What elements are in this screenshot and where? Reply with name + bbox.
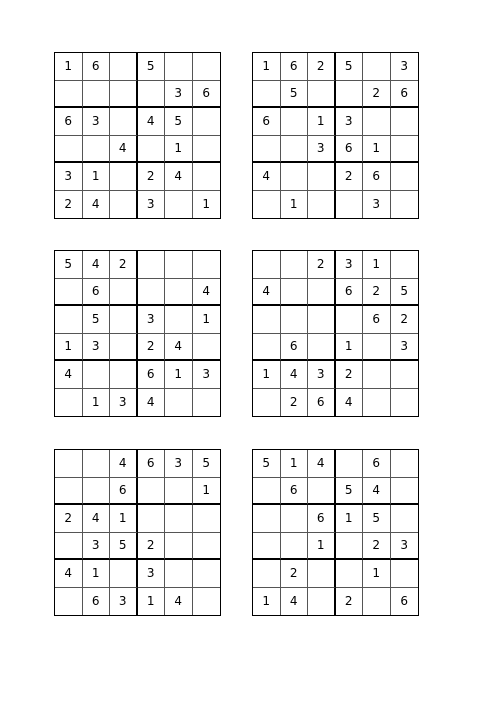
- sudoku-cell[interactable]: 3: [193, 361, 221, 389]
- sudoku-cell[interactable]: 4: [138, 389, 166, 417]
- sudoku-cell[interactable]: 1: [281, 450, 309, 478]
- sudoku-cell[interactable]: 2: [336, 588, 364, 616]
- sudoku-cell[interactable]: 2: [363, 279, 391, 307]
- puzzle-5: [54, 449, 221, 616]
- sudoku-cell[interactable]: [193, 53, 221, 81]
- sudoku-cell[interactable]: 5: [391, 279, 419, 307]
- sudoku-cell[interactable]: 4: [253, 163, 281, 191]
- sudoku-cell[interactable]: [138, 251, 166, 279]
- sudoku-cell[interactable]: [55, 279, 83, 307]
- sudoku-cell[interactable]: 3: [83, 108, 111, 136]
- puzzle-2: [252, 52, 419, 219]
- sudoku-cell[interactable]: [336, 81, 364, 109]
- sudoku-cell[interactable]: [165, 505, 193, 533]
- sudoku-cell[interactable]: 5: [336, 53, 364, 81]
- sudoku-cell[interactable]: [193, 136, 221, 164]
- sudoku-cell[interactable]: 2: [308, 251, 336, 279]
- sudoku-cell[interactable]: [308, 560, 336, 588]
- sudoku-cell[interactable]: 1: [363, 136, 391, 164]
- sudoku-cell[interactable]: [363, 361, 391, 389]
- sudoku-cell[interactable]: [363, 53, 391, 81]
- sudoku-cell[interactable]: [55, 450, 83, 478]
- sudoku-cell[interactable]: 1: [55, 334, 83, 362]
- sudoku-cell[interactable]: [193, 560, 221, 588]
- sudoku-cell[interactable]: [391, 108, 419, 136]
- sudoku-cell[interactable]: 1: [336, 334, 364, 362]
- sudoku-cell[interactable]: 3: [391, 533, 419, 561]
- sudoku-cell[interactable]: 2: [55, 505, 83, 533]
- sudoku-cell[interactable]: 2: [281, 389, 309, 417]
- sudoku-cell[interactable]: 6: [363, 163, 391, 191]
- sudoku-cell[interactable]: [55, 533, 83, 561]
- sudoku-cell[interactable]: 5: [83, 306, 111, 334]
- sudoku-cell[interactable]: 4: [165, 588, 193, 616]
- sudoku-cell[interactable]: 1: [193, 306, 221, 334]
- sudoku-cell[interactable]: 6: [363, 306, 391, 334]
- sudoku-cell[interactable]: [55, 478, 83, 506]
- sudoku-cell[interactable]: [110, 361, 138, 389]
- sudoku-cell[interactable]: [391, 505, 419, 533]
- sudoku-cell[interactable]: [193, 108, 221, 136]
- sudoku-cell[interactable]: 1: [193, 478, 221, 506]
- sudoku-cell[interactable]: 1: [165, 361, 193, 389]
- sudoku-cell[interactable]: [281, 108, 309, 136]
- sudoku-cell[interactable]: 6: [83, 279, 111, 307]
- sudoku-cell[interactable]: [110, 306, 138, 334]
- sudoku-cell[interactable]: 2: [110, 251, 138, 279]
- sudoku-cell[interactable]: 2: [281, 560, 309, 588]
- sudoku-cell[interactable]: 1: [202, 197, 211, 212]
- sudoku-cell[interactable]: 1: [308, 533, 336, 561]
- sudoku-cell[interactable]: [336, 560, 364, 588]
- sudoku-cell[interactable]: 3: [308, 361, 336, 389]
- sudoku-cell[interactable]: [110, 163, 138, 191]
- sudoku-cell[interactable]: 6: [138, 450, 166, 478]
- sudoku-cell[interactable]: [363, 588, 391, 616]
- sudoku-cell[interactable]: [253, 560, 281, 588]
- sudoku-cell[interactable]: 3: [138, 306, 166, 334]
- sudoku-cell[interactable]: 4: [83, 251, 111, 279]
- sudoku-cell[interactable]: 3: [363, 191, 391, 219]
- sudoku-cell[interactable]: 6: [281, 334, 309, 362]
- sudoku-cell[interactable]: [391, 450, 419, 478]
- sudoku-cell[interactable]: [253, 306, 281, 334]
- sudoku-cell[interactable]: [308, 334, 336, 362]
- sudoku-cell[interactable]: [138, 279, 166, 307]
- sudoku-cell[interactable]: 5: [138, 53, 166, 81]
- sudoku-cell[interactable]: 6: [391, 81, 419, 109]
- sudoku-cell[interactable]: 2: [363, 533, 391, 561]
- sudoku-cell[interactable]: 6: [138, 361, 166, 389]
- sudoku-cell[interactable]: [308, 588, 336, 616]
- sudoku-cell[interactable]: [281, 306, 309, 334]
- sudoku-cell[interactable]: 3: [83, 533, 111, 561]
- sudoku-cell[interactable]: 6: [363, 450, 391, 478]
- sudoku-cell[interactable]: [83, 81, 111, 109]
- sudoku-cell[interactable]: [55, 136, 83, 164]
- sudoku-cell[interactable]: [110, 560, 138, 588]
- sudoku-cell[interactable]: [165, 53, 193, 81]
- sudoku-cell[interactable]: [165, 279, 193, 307]
- sudoku-cell[interactable]: [193, 533, 221, 561]
- sudoku-cell[interactable]: [110, 53, 138, 81]
- sudoku-cell[interactable]: [253, 533, 281, 561]
- sudoku-cell[interactable]: 3: [165, 450, 193, 478]
- sudoku-cell[interactable]: 4: [165, 163, 193, 191]
- sudoku-cell[interactable]: 5: [55, 251, 83, 279]
- sudoku-cell[interactable]: 4: [138, 108, 166, 136]
- sudoku-cell[interactable]: 6: [281, 478, 309, 506]
- sudoku-cell[interactable]: 1: [281, 191, 309, 219]
- puzzle-4: [252, 250, 419, 417]
- sudoku-cell[interactable]: [55, 588, 83, 616]
- sudoku-cell[interactable]: 1: [363, 251, 391, 279]
- sudoku-cell[interactable]: 4: [253, 279, 281, 307]
- sudoku-cell[interactable]: [253, 191, 281, 219]
- sudoku-cell[interactable]: [138, 478, 166, 506]
- sudoku-cell[interactable]: [165, 478, 193, 506]
- sudoku-cell[interactable]: [336, 450, 364, 478]
- sudoku-cell[interactable]: 6: [253, 108, 281, 136]
- sudoku-cell[interactable]: [391, 361, 419, 389]
- sudoku-cell[interactable]: 3: [391, 53, 419, 81]
- sudoku-cell[interactable]: 6: [55, 108, 83, 136]
- sudoku-cell[interactable]: [55, 389, 83, 417]
- sudoku-cell[interactable]: [391, 251, 419, 279]
- sudoku-cell[interactable]: [138, 505, 166, 533]
- sudoku-cell[interactable]: [391, 163, 419, 191]
- sudoku-cell[interactable]: 1: [83, 389, 111, 417]
- sudoku-cell[interactable]: 2: [336, 361, 364, 389]
- sudoku-cell[interactable]: [110, 279, 138, 307]
- sudoku-cell[interactable]: 5: [110, 533, 138, 561]
- sudoku-cell[interactable]: 3: [83, 334, 111, 362]
- sudoku-cell[interactable]: 6: [110, 478, 138, 506]
- sudoku-cell[interactable]: 3: [336, 251, 364, 279]
- sudoku-cell[interactable]: [83, 450, 111, 478]
- sudoku-cell[interactable]: 3: [138, 560, 166, 588]
- sudoku-cell[interactable]: [110, 108, 138, 136]
- sudoku-cell[interactable]: 3: [308, 136, 336, 164]
- sudoku-cell[interactable]: 4: [55, 361, 83, 389]
- sudoku-cell[interactable]: 2: [336, 163, 364, 191]
- sudoku-cell[interactable]: [165, 560, 193, 588]
- sudoku-cell[interactable]: [281, 279, 309, 307]
- sudoku-cell[interactable]: [363, 108, 391, 136]
- sudoku-cell[interactable]: [281, 251, 309, 279]
- sudoku-cell[interactable]: 1: [253, 53, 281, 81]
- sudoku-cell[interactable]: [336, 191, 364, 219]
- sudoku-cell[interactable]: 5: [363, 505, 391, 533]
- sudoku-cell[interactable]: [193, 505, 221, 533]
- sudoku-cell[interactable]: 4: [281, 361, 309, 389]
- sudoku-cell[interactable]: 5: [336, 478, 364, 506]
- sudoku-cell[interactable]: [281, 136, 309, 164]
- sudoku-cell[interactable]: [308, 478, 336, 506]
- sudoku-cell[interactable]: [165, 306, 193, 334]
- sudoku-cell[interactable]: [253, 136, 281, 164]
- sudoku-cell[interactable]: [165, 389, 193, 417]
- sudoku-cell[interactable]: [165, 251, 193, 279]
- sudoku-cell[interactable]: 2: [138, 533, 166, 561]
- sudoku-cell[interactable]: [253, 505, 281, 533]
- sudoku-cell[interactable]: [253, 478, 281, 506]
- sudoku-cell[interactable]: 1: [308, 108, 336, 136]
- sudoku-cell[interactable]: 1: [253, 588, 281, 616]
- sudoku-cell[interactable]: [391, 389, 419, 417]
- sudoku-cell[interactable]: [336, 533, 364, 561]
- sudoku-cell[interactable]: [83, 361, 111, 389]
- sudoku-cell[interactable]: 4: [55, 560, 83, 588]
- sudoku-cell[interactable]: [391, 478, 419, 506]
- sudoku-cell[interactable]: 6: [336, 279, 364, 307]
- sudoku-cell[interactable]: 4: [308, 450, 336, 478]
- sudoku-cell[interactable]: [308, 279, 336, 307]
- sudoku-cell[interactable]: [308, 163, 336, 191]
- sudoku-cell[interactable]: 3: [336, 108, 364, 136]
- sudoku-cell[interactable]: 4: [336, 389, 364, 417]
- sudoku-cell[interactable]: 4: [110, 450, 138, 478]
- sudoku-cell[interactable]: 6: [281, 53, 309, 81]
- sudoku-cell[interactable]: [308, 306, 336, 334]
- sudoku-cell[interactable]: 3: [55, 163, 83, 191]
- sudoku-cell[interactable]: [308, 191, 336, 219]
- sudoku-cell[interactable]: 4: [83, 505, 111, 533]
- sudoku-cell[interactable]: 5: [165, 108, 193, 136]
- sudoku-cell[interactable]: 2: [363, 81, 391, 109]
- sudoku-cell[interactable]: 5: [281, 81, 309, 109]
- sudoku-cell[interactable]: 4: [363, 478, 391, 506]
- sudoku-cell[interactable]: 1: [363, 560, 391, 588]
- sudoku-cell[interactable]: 2: [55, 191, 83, 219]
- sudoku-cell[interactable]: 1: [55, 53, 83, 81]
- sudoku-cell[interactable]: 2: [308, 53, 336, 81]
- sudoku-cell[interactable]: 3: [110, 588, 138, 616]
- sudoku-cell[interactable]: 6: [336, 136, 364, 164]
- sudoku-cell[interactable]: [165, 533, 193, 561]
- sudoku-cell[interactable]: [193, 334, 221, 362]
- puzzle-6: [252, 449, 419, 616]
- sudoku-cell[interactable]: 4: [193, 279, 221, 307]
- sudoku-cell[interactable]: 1: [253, 361, 281, 389]
- sudoku-cell[interactable]: 3: [391, 334, 419, 362]
- sudoku-cell[interactable]: 1: [336, 505, 364, 533]
- sudoku-cell[interactable]: [281, 163, 309, 191]
- sudoku-cell[interactable]: [253, 81, 281, 109]
- sudoku-cell[interactable]: [363, 389, 391, 417]
- sudoku-cell[interactable]: 3: [110, 389, 138, 417]
- sudoku-cell[interactable]: 1: [110, 505, 138, 533]
- sudoku-cell[interactable]: [110, 191, 138, 219]
- sudoku-cell[interactable]: [391, 136, 419, 164]
- sudoku-cell[interactable]: [336, 306, 364, 334]
- sudoku-cell[interactable]: 2: [138, 334, 166, 362]
- sudoku-cell[interactable]: [138, 136, 166, 164]
- sudoku-cell[interactable]: 6: [83, 588, 111, 616]
- sudoku-cell[interactable]: 1: [83, 560, 111, 588]
- sudoku-cell[interactable]: 3: [165, 81, 193, 109]
- sudoku-cell[interactable]: 5: [253, 450, 281, 478]
- sudoku-cell[interactable]: 4: [110, 136, 138, 164]
- sudoku-cell[interactable]: 2: [138, 163, 166, 191]
- sudoku-cell[interactable]: 4: [83, 191, 111, 219]
- sudoku-cell[interactable]: 6: [83, 53, 111, 81]
- sudoku-cell[interactable]: 6: [308, 389, 336, 417]
- sudoku-cell[interactable]: 6: [193, 81, 221, 109]
- sudoku-cell[interactable]: [55, 306, 83, 334]
- sudoku-cell[interactable]: [165, 191, 193, 219]
- sudoku-cell[interactable]: [308, 81, 336, 109]
- puzzle-3: [54, 250, 221, 417]
- puzzle-1: [54, 52, 221, 219]
- sudoku-cell[interactable]: 5: [193, 450, 221, 478]
- sudoku-cell[interactable]: 1: [138, 588, 166, 616]
- sudoku-cell[interactable]: 4: [281, 588, 309, 616]
- sudoku-cell[interactable]: [253, 389, 281, 417]
- sudoku-cell[interactable]: 1: [83, 163, 111, 191]
- sudoku-cell[interactable]: 3: [138, 191, 166, 219]
- sudoku-cell[interactable]: 1: [165, 136, 193, 164]
- sudoku-cell[interactable]: [193, 588, 221, 616]
- sudoku-cell[interactable]: [363, 334, 391, 362]
- sudoku-cell[interactable]: [110, 334, 138, 362]
- sudoku-cell[interactable]: [391, 191, 419, 219]
- sudoku-cell[interactable]: [138, 81, 166, 109]
- sudoku-cell[interactable]: [253, 334, 281, 362]
- sudoku-cell[interactable]: [391, 560, 419, 588]
- sudoku-cell[interactable]: 6: [308, 505, 336, 533]
- sudoku-cell[interactable]: [193, 163, 221, 191]
- sudoku-cell[interactable]: 6: [400, 594, 409, 609]
- sudoku-cell[interactable]: [55, 81, 83, 109]
- sudoku-cell[interactable]: [253, 251, 281, 279]
- sudoku-cell[interactable]: [83, 136, 111, 164]
- sudoku-cell[interactable]: [281, 533, 309, 561]
- sudoku-cell[interactable]: [110, 81, 138, 109]
- sudoku-cell[interactable]: 4: [165, 334, 193, 362]
- sudoku-cell[interactable]: [193, 251, 221, 279]
- sudoku-cell[interactable]: [281, 505, 309, 533]
- sudoku-cell[interactable]: [83, 478, 111, 506]
- sudoku-cell[interactable]: 2: [391, 306, 419, 334]
- sudoku-cell[interactable]: [193, 389, 221, 417]
